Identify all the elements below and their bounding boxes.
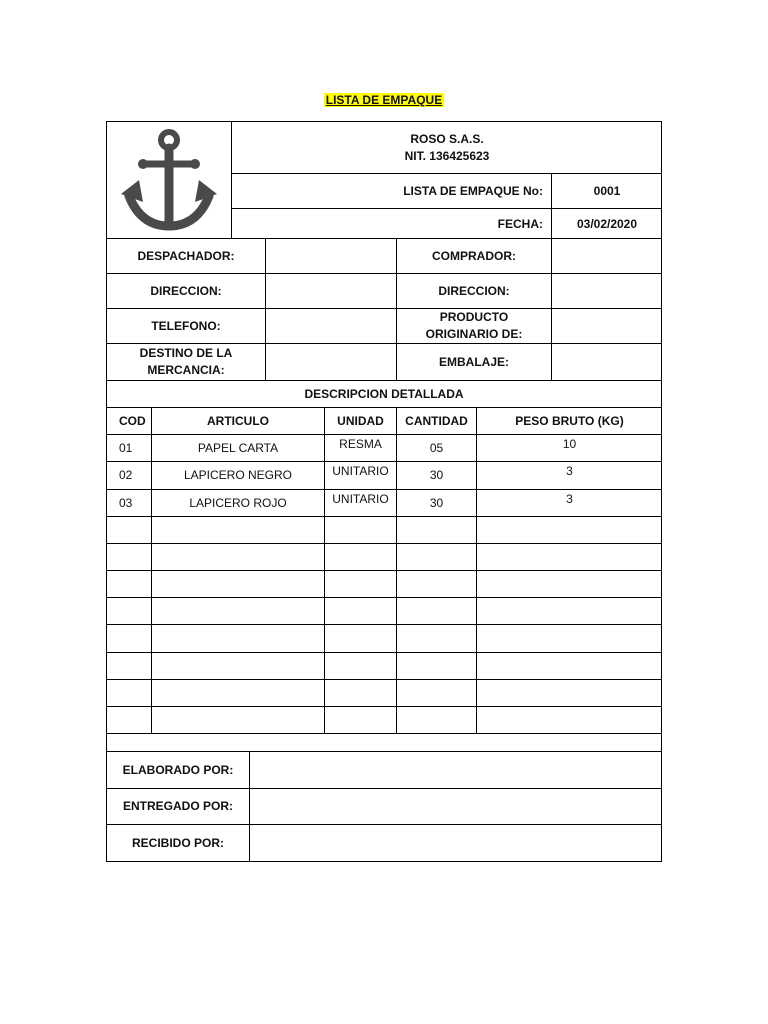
cell-unidad (325, 598, 396, 624)
cell-cod (107, 653, 151, 679)
entregado-field (250, 789, 661, 824)
despachador-value (266, 239, 396, 273)
destino-label: DESTINO DE LA MERCANCIA: (139, 346, 233, 377)
cell-cod: 03 (119, 495, 133, 510)
cell-cantidad (397, 571, 476, 597)
cell-peso-bruto: 3 (566, 464, 573, 478)
company-name: ROSO S.A.S. (410, 131, 484, 146)
cell-peso-bruto (477, 544, 662, 570)
cell-cantidad (397, 517, 476, 543)
producto-origen-value (552, 309, 662, 343)
cell-peso-bruto (477, 571, 662, 597)
cell-unidad: RESMA (339, 437, 382, 451)
cell-articulo: LAPICERO NEGRO (183, 468, 293, 483)
cell-cod (107, 625, 151, 652)
cell-peso-bruto: 10 (562, 437, 577, 451)
cell-cantidad (397, 544, 476, 570)
cell-cod: 02 (119, 468, 133, 483)
cell-articulo: LAPICERO ROJO (189, 495, 287, 510)
cell-unidad (325, 625, 396, 652)
column-header-cod: COD (119, 413, 146, 428)
cell-cantidad (397, 653, 476, 679)
cell-cod (107, 680, 151, 706)
elaborado-field (250, 752, 661, 788)
cell-articulo (152, 680, 324, 706)
cell-unidad (325, 653, 396, 679)
elaborado-label: ELABORADO POR: (122, 762, 234, 777)
destino-value (266, 344, 396, 380)
cell-unidad: UNITARIO (332, 464, 389, 478)
cell-peso-bruto (477, 653, 662, 679)
cell-cod (107, 598, 151, 624)
direccion-left-value (266, 274, 396, 308)
cell-articulo (152, 544, 324, 570)
cell-cantidad: 30 (429, 495, 444, 510)
cell-articulo (152, 571, 324, 597)
cell-articulo (152, 517, 324, 543)
cell-unidad: UNITARIO (332, 492, 389, 506)
cell-peso-bruto (477, 598, 662, 624)
cell-articulo (152, 598, 324, 624)
cell-articulo (152, 625, 324, 652)
cell-peso-bruto (477, 680, 662, 706)
cell-unidad (325, 707, 396, 733)
cell-cantidad (397, 707, 476, 733)
date-value: 03/02/2020 (576, 216, 638, 231)
entregado-label: ENTREGADO POR: (122, 799, 233, 814)
comprador-value (552, 239, 662, 273)
document-title-wrap (0, 91, 768, 109)
cell-cantidad: 30 (429, 468, 444, 483)
anchor-icon (119, 126, 219, 234)
cell-peso-bruto (477, 707, 662, 733)
cell-articulo (152, 707, 324, 733)
despachador-label: DESPACHADOR: (137, 248, 235, 263)
cell-unidad (325, 517, 396, 543)
recibido-label: RECIBIDO POR: (131, 835, 224, 850)
cell-peso-bruto (477, 625, 662, 652)
telefono-label: TELEFONO: (151, 318, 221, 333)
cell-cod (107, 544, 151, 570)
cell-peso-bruto: 3 (566, 492, 573, 506)
embalaje-label: EMBALAJE: (438, 354, 509, 369)
cell-unidad (325, 680, 396, 706)
company-nit: NIT. 136425623 (404, 148, 490, 163)
cell-cod: 01 (119, 440, 133, 455)
cell-cantidad: 05 (429, 440, 444, 455)
direccion-right-label: DIRECCION: (438, 283, 510, 298)
column-header-cantidad: CANTIDAD (405, 413, 468, 428)
producto-origen-label: PRODUCTO ORIGINARIO DE: (425, 310, 523, 341)
cell-unidad (325, 571, 396, 597)
list-number-label: LISTA DE EMPAQUE No: (403, 183, 543, 198)
cell-articulo (152, 653, 324, 679)
column-header-unidad: UNIDAD (337, 413, 384, 428)
embalaje-value (552, 344, 662, 380)
comprador-label: COMPRADOR: (432, 248, 516, 263)
company-info (232, 122, 662, 173)
cell-cantidad (397, 680, 476, 706)
cell-cod (107, 517, 151, 543)
cell-peso-bruto (477, 517, 662, 543)
date-label: FECHA: (497, 216, 543, 231)
list-number-value: 0001 (593, 183, 621, 198)
direccion-right-value (552, 274, 662, 308)
document-title: LISTA DE EMPAQUE (325, 93, 443, 107)
column-header-peso-bruto: PESO BRUTO (KG) (515, 413, 624, 428)
company-logo (107, 122, 231, 238)
section-title: DESCRIPCION DETALLADA (304, 386, 464, 401)
recibido-field (250, 825, 661, 861)
telefono-value (266, 309, 396, 343)
cell-cantidad (397, 598, 476, 624)
cell-unidad (325, 544, 396, 570)
column-header-articulo: ARTICULO (207, 413, 269, 428)
direccion-left-label: DIRECCION: (150, 283, 222, 298)
cell-cod (107, 707, 151, 733)
cell-cod (107, 571, 151, 597)
cell-cantidad (397, 625, 476, 652)
cell-articulo: PAPEL CARTA (197, 440, 279, 455)
